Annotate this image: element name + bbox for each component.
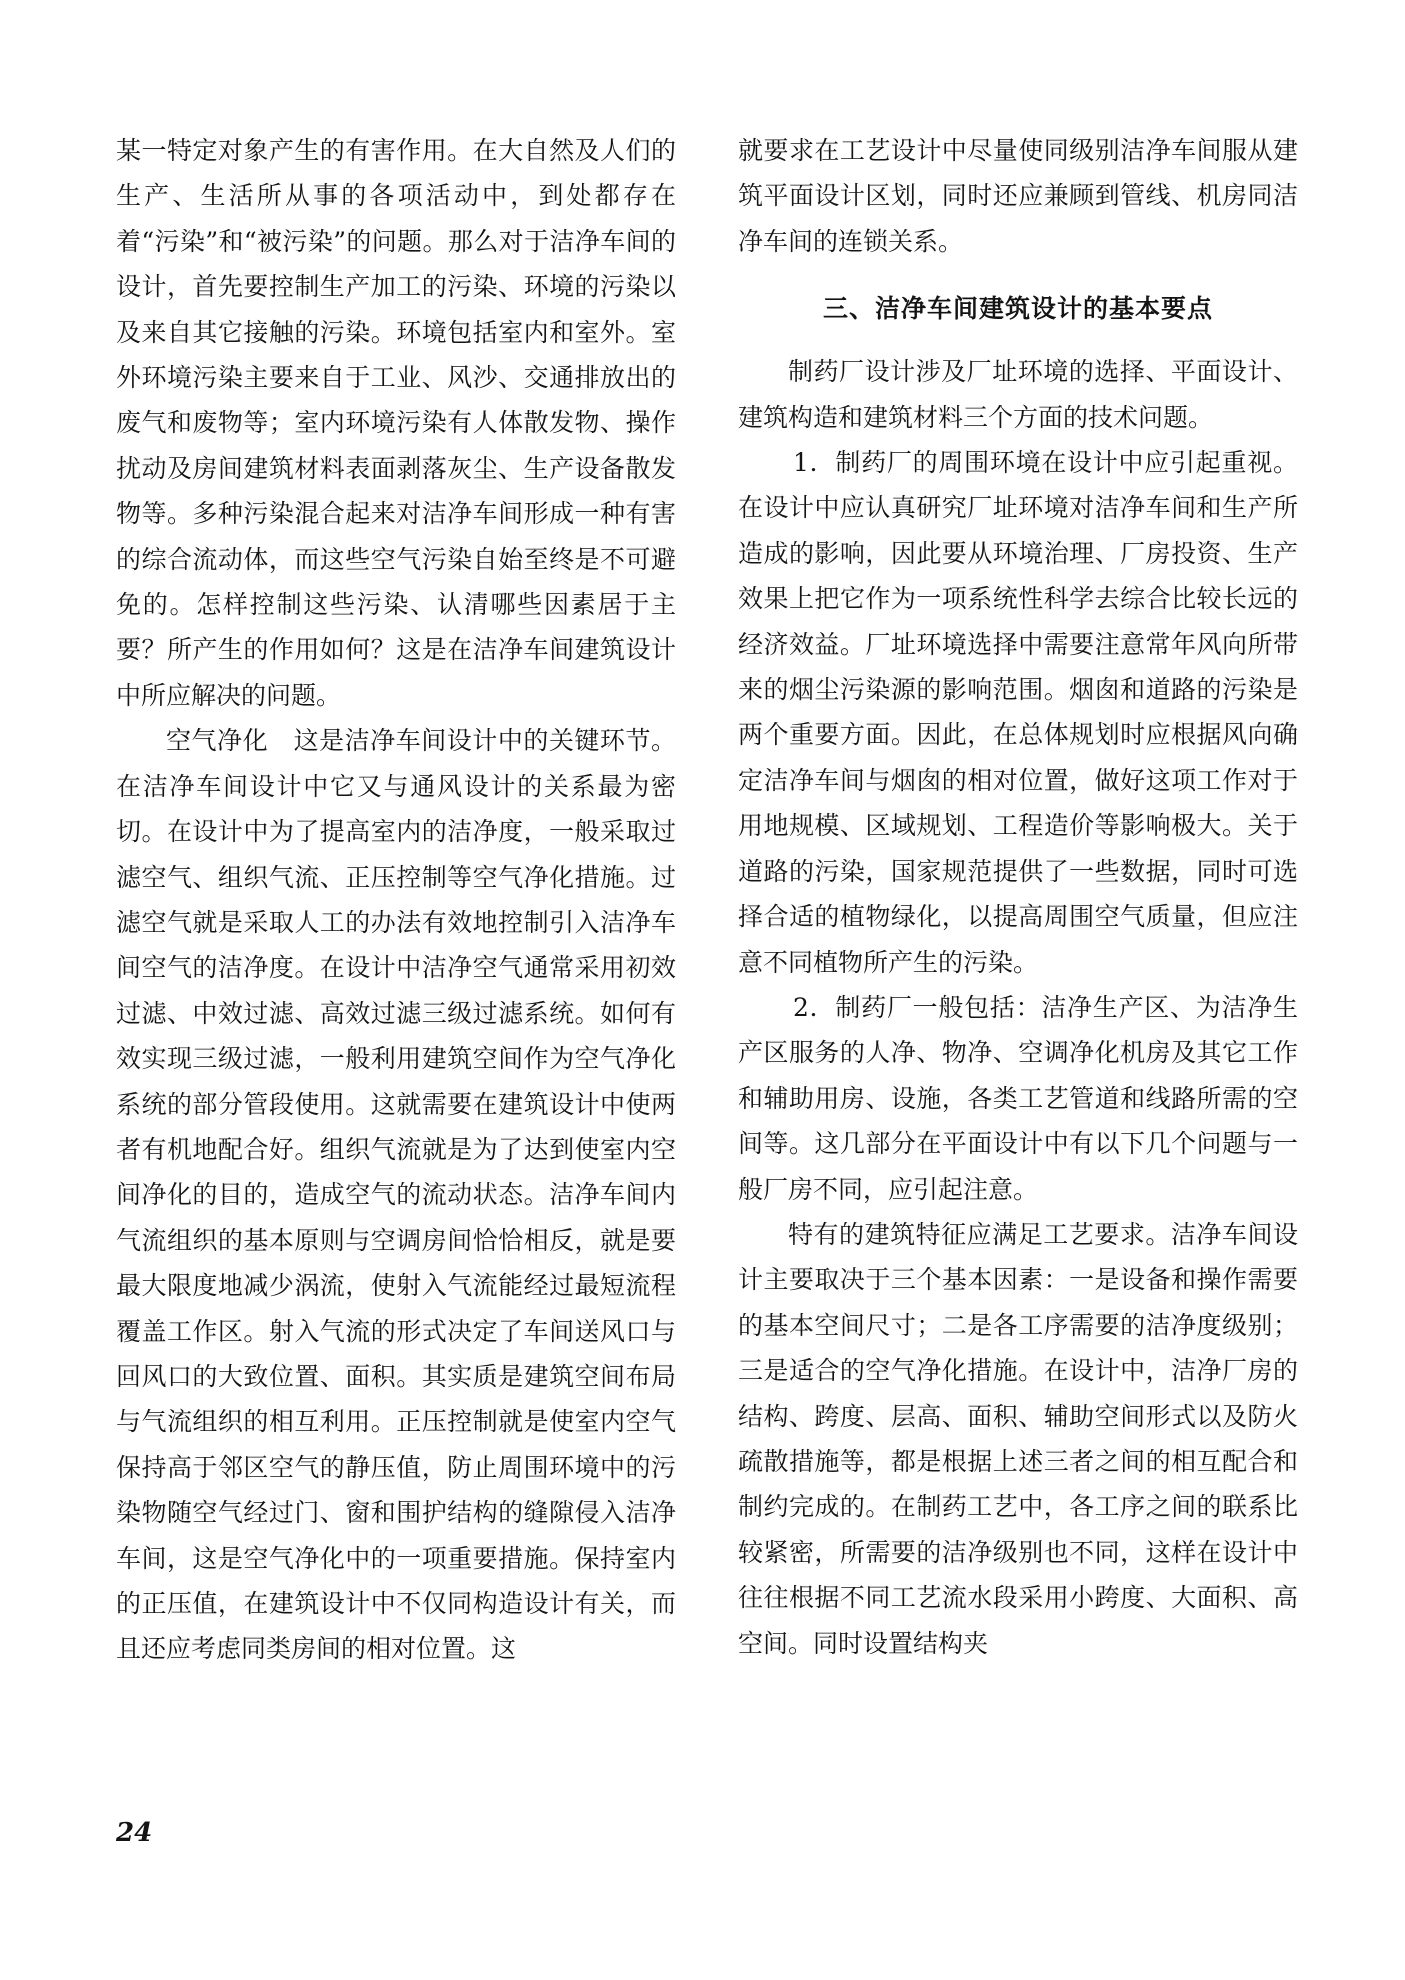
section-heading: 三、洁净车间建筑设计的基本要点 — [822, 294, 1213, 324]
paragraph-item-2: 2．制药厂一般包括：洁净生产区、为洁净生产区服务的人净、物净、空调净化机房及其它工作和辅助用房、设施，各类工艺管道和线路所需的空间等。这几部分在平面设计中有以下几个问题与一般厂房不同，应引起注意。 — [738, 992, 1298, 1204]
left-column — [116, 128, 676, 1672]
paragraph-air-purification: 空气净化 这是洁净车间设计中的关键环节。在洁净车间设计中它又与通风设计的关系最为密切。在设计中为了提高室内的洁净度，一般采取过滤空气、组织气流、正压控制等空气净化措施。过滤空气就是采取人工的办法有效地控制引入洁净车间空气的洁净度。在设计中洁净空气通常采用初效过滤、中效过滤、高效过滤三级过滤系统。如何有效实现三级过滤，一般利用建筑空间作为空气净化系统的部分管段使用。这就需要在建筑设计中使两者有机地配合好。组织气流就是为了达到使室内空间净化的目的，造成空气的流动状态。洁净车间内气流组织的基本原则与空调房间恰恰相反，就是要最大限度地减少涡流，使射入气流能经过最短流程覆盖工作区。射入气流的形式决定了车间送风口与回风口的大致位置、面积。其实质是建筑空间布局与气流组织的相互利用。正压控制就是使室内空气保持高于邻区空气的静压值，防止周围环境中的污染物随空气经过门、窗和围护结构的缝隙侵入洁净车间，这是空气净化中的一项重要措施。保持室内的正压值，在建筑设计中不仅同构造设计有关，而且还应考虑同类房间的相对位置。这 — [116, 726, 676, 1664]
paragraph-pollution: 某一特定对象产生的有害作用。在大自然及人们的生产、生活所从事的各项活动中，到处都存在着“污染”和“被污染”的问题。那么对于洁净车间的设计，首先要控制生产加工的污染、环境的污染以及来自其它接触的污染。环境包括室内和室外。室外环境污染主要来自于工业、风沙、交通排放出的废气和废物等；室内环境污染有人体散发物、操作扰动及房间建筑材料表面剥落灰尘、生产设备散发物等。多种污染混合起来对洁净车间形成一种有害的综合流动体，而这些空气污染自始至终是不可避免的。怎样控制这些污染、认清哪些因素居于主要？所产生的作用如何？这是在洁净车间建筑设计中所应解决的问题。 — [116, 136, 676, 710]
paragraph-item-1: 1．制药厂的周围环境在设计中应引起重视。在设计中应认真研究厂址环境对洁净车间和生产所造成的影响，因此要从环境治理、厂房投资、生产效果上把它作为一项系统性科学去综合比较长远的经济效益。厂址环境选择中需要注意常年风向所带来的烟尘污染源的影响范围。烟囱和道路的污染是两个重要方面。因此，在总体规划时应根据风向确定洁净车间与烟囱的相对位置，做好这项工作对于用地规模、区域规划、工程造价等影响极大。关于道路的污染，国家规范提供了一些数据，同时可选择合适的植物绿化，以提高周围空气质量，但应注意不同植物所产生的污染。 — [738, 448, 1298, 977]
right-column — [738, 128, 1298, 1666]
page-number: 24 — [116, 1818, 153, 1848]
paragraph-continuation: 就要求在工艺设计中尽量使同级别洁净车间服从建筑平面设计区划，同时还应兼顾到管线、机房同洁净车间的连锁关系。 — [738, 136, 1298, 256]
paragraph-features: 特有的建筑特征应满足工艺要求。洁净车间设计主要取决于三个基本因素：一是设备和操作需要的基本空间尺寸；二是各工序需要的洁净度级别；三是适合的空气净化措施。在设计中，洁净厂房的结构、跨度、层高、面积、辅助空间形式以及防火疏散措施等，都是根据上述三者之间的相互配合和制约完成的。在制药工艺中，各工序之间的联系比较紧密，所需要的洁净级别也不同，这样在设计中往往根据不同工艺流水段采用小跨度、大面积、高空间。同时设置结构夹 — [738, 1219, 1298, 1658]
paragraph-intro: 制药厂设计涉及厂址环境的选择、平面设计、建筑构造和建筑材料三个方面的技术问题。 — [738, 357, 1298, 432]
